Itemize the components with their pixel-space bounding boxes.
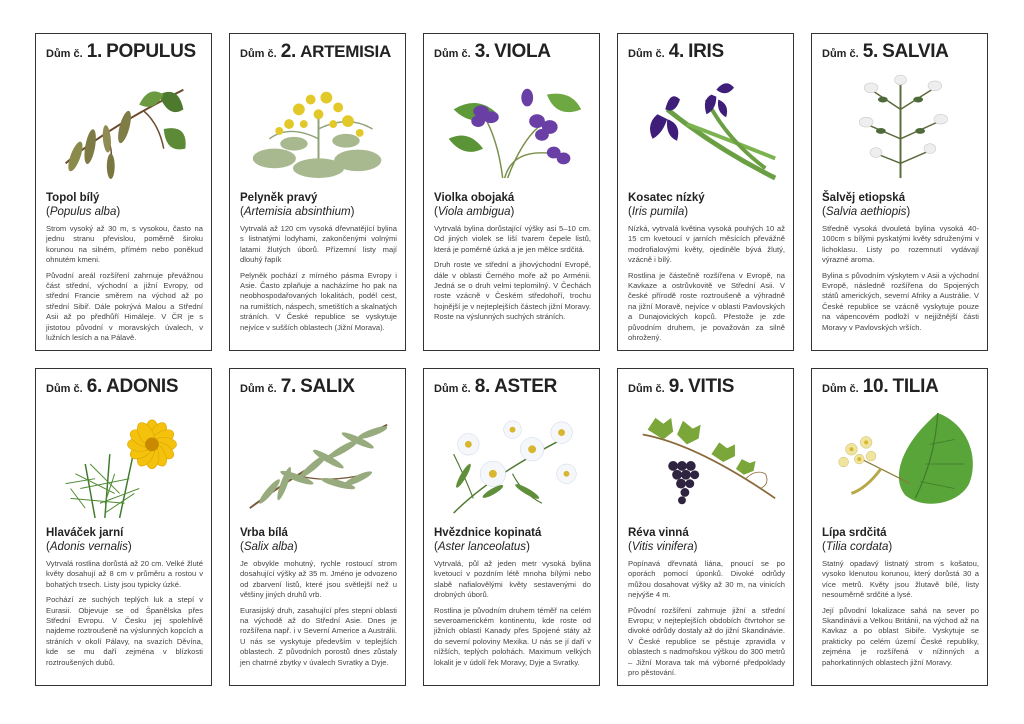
card-title bbox=[240, 41, 397, 67]
aster-flower-icon bbox=[434, 404, 591, 522]
description-paragraph: Strom vysoký až 30 m, s vysokou, často na jednu stranu převislou, poměrně široku korunou na silném, přímém nebo poněkud ohnutém kmeni. bbox=[46, 224, 203, 265]
card-viola bbox=[423, 33, 600, 351]
description-paragraph: Popínavá dřevnatá liána, pnoucí se po oporách pomocí úponků. Divoké odrůdy můžou dosahovat výšky až 30 m, na vinicích nejvýše 4 m. bbox=[628, 559, 785, 600]
latin-name: (Tilia cordata) bbox=[822, 541, 893, 553]
distribution-paragraph: Rostlina je částečně rozšířena v Evropě, na Kavkaze a ostrůvkovitě ve Střední Asii. V české přírodě roste roztroušeně a výhradně na jižní Moravě, nejvíce v oblasti Pavlovských a Dunajovických kopců. Přestože je zde původním druhem, je považován za silně ohrožený. bbox=[628, 270, 785, 343]
distribution-paragraph: Eurasijský druh, zasahující přes stepní oblasti na východě až do Střední Asie. Dnes je rozšířena např. i v Severní Americe a Austrálii. U nás se vyskytuje především v teplejších oblastech. Z původních porostů dnes zůstaly jen chatrné zbytky v úvalech Svratky a Dyje. bbox=[240, 605, 397, 667]
latin-name: (Vitis vinifera) bbox=[628, 541, 698, 553]
card-adonis bbox=[35, 368, 212, 686]
plant-genus: ARTEMISIA bbox=[300, 42, 391, 61]
card-salvia bbox=[811, 33, 988, 351]
house-number: 8. bbox=[474, 376, 491, 397]
plant-genus: SALIX bbox=[300, 376, 355, 397]
plant-genus: TILIA bbox=[892, 376, 939, 397]
card-tilia bbox=[811, 368, 988, 686]
house-number: 6. bbox=[86, 376, 103, 397]
description-paragraph: Středně vysoká dvouletá bylina vysoká 40-100cm s bílými pyskatými květy sdruženými v lichoklasu. Listy po rozemnutí vydávají výrazné aroma. bbox=[822, 224, 979, 265]
description-paragraph: Je obvykle mohutný, rychle rostoucí strom dosahující výšky až 35 m. Jméno je odvozeno od zbarvení listů, které jsou světlejší než u většiny jiných druhů vrb. bbox=[240, 559, 397, 600]
house-label: Dům č. bbox=[628, 48, 665, 60]
house-number: 7. bbox=[280, 376, 297, 397]
card-salix bbox=[229, 368, 406, 686]
card-title bbox=[240, 376, 397, 402]
description-paragraph: Nízká, vytrvalá květina vysoká pouhých 10 až 15 cm kvetoucí v jarních měsících převážně modrofialovými květy, ojediněle bývá žlutý, vzácně i bílý. bbox=[628, 224, 785, 265]
plant-genus: IRIS bbox=[688, 41, 724, 62]
common-name: Réva vinná bbox=[628, 527, 689, 539]
card-title bbox=[46, 41, 203, 67]
latin-name: (Salix alba) bbox=[240, 541, 298, 553]
common-name: Kosatec nízký bbox=[628, 192, 705, 204]
house-number: 2. bbox=[280, 41, 297, 62]
description-paragraph: Vytrvalá bylina dorůstající výšky asi 5–10 cm. Od jiných violek se liší tvarem čepele listů, která je poměrně úzká a je jen mělce srdčitá. bbox=[434, 224, 591, 254]
latin-name: (Aster lanceolatus) bbox=[434, 541, 530, 553]
card-vitis bbox=[617, 368, 794, 686]
house-label: Dům č. bbox=[822, 48, 859, 60]
distribution-paragraph: Pochází ze suchých teplých luk a stepí v Eurasii. Objevuje se od Španělska přes Střední Evropu. V Česku jej spolehlivě najdeme roztroušeně na výslunných kopcích a stráních v okolí Pálavy, na svazích Děvína, kde se mu daří zejména v blízkosti roztroušených dubů. bbox=[46, 595, 203, 667]
common-name: Vrba bílá bbox=[240, 527, 288, 539]
card-title bbox=[434, 376, 591, 402]
distribution-paragraph: Rostlina je původním druhem téměř na celém severoamerickém kontinentu, kde roste od jižních oblastí Kanady přes Spojené státy až do severní poloviny Mexika. U nás se jí daří v nížších, teplých polohách. Maximum velkých lokalit je v údolí řek Moravy, Dyje a Svratky. bbox=[434, 605, 591, 667]
distribution-paragraph: Pelyněk pochází z mírného pásma Evropy i Asie. Často zplaňuje a nacházíme ho pak na neobhospodařovaných lokalitách, podél cest, na rumištích, náspech, smetištích a skalnatých stráních. V České republice se vyskytuje nejvíce v sušších oblastech (Jižní Morava). bbox=[240, 270, 398, 332]
card-artemisia bbox=[229, 33, 406, 351]
grapevine-icon bbox=[628, 404, 785, 522]
card-title bbox=[628, 41, 785, 67]
house-number: 3. bbox=[474, 41, 491, 62]
house-label: Dům č. bbox=[240, 48, 277, 60]
latin-name: (Iris pumila) bbox=[628, 206, 689, 218]
distribution-paragraph: Původní rozšíření zahrnuje jižní a střední Evropu; v nejteplejších obdobích čtvrtohor se divoké odrůdy dostaly až do jižní Skandinávie. V České republice se pěstuje zpravidla v oblastech s nadmořskou výškou do 300 metrů – Jižní Morava tak má výborné předpoklady pro pěstování. bbox=[628, 605, 785, 678]
card-title bbox=[628, 376, 785, 402]
house-number: 10. bbox=[862, 376, 889, 397]
card-populus bbox=[35, 33, 212, 351]
sage-flower-icon bbox=[822, 69, 979, 187]
card-title bbox=[46, 376, 203, 402]
common-name: Šalvěj etiopská bbox=[822, 192, 906, 204]
latin-name: (Viola ambigua) bbox=[434, 206, 515, 218]
common-name: Hlaváček jarní bbox=[46, 527, 124, 539]
common-name: Pelyněk pravý bbox=[240, 192, 318, 204]
latin-name: (Populus alba) bbox=[46, 206, 121, 218]
plant-genus: VITIS bbox=[688, 376, 735, 397]
house-label: Dům č. bbox=[46, 383, 83, 395]
house-label: Dům č. bbox=[434, 48, 471, 60]
plant-genus: ADONIS bbox=[106, 376, 179, 397]
description-paragraph: Vytrvalá až 120 cm vysoká dřevnatějící bylina s listnatými lodyhami, zakončenými volnými latami žlutých úborů. Přízemní listy mají dlouhý řapík bbox=[240, 224, 397, 265]
distribution-paragraph: Druh roste ve střední a jihovýchodní Evropě, dále v oblasti Černého moře až po Arménii. Jedná se o druh velmi teplomilný. V Čechách roste vzácně v Českém středohoří, trochu hojnější je v nejteplejších částech jižní Moravy. Roste na výslunných suchých stráních. bbox=[434, 260, 591, 322]
linden-leaf-icon bbox=[822, 404, 979, 522]
house-label: Dům č. bbox=[46, 48, 83, 60]
wormwood-icon bbox=[240, 69, 397, 187]
violet-flower-icon bbox=[434, 69, 591, 187]
distribution-paragraph: Bylina s původním výskytem v Asii a východní Evropě, následně rozšířena do Spojených států amerických, severní Afriky a Austrálie. V České republice se vzácně vyskytuje pouze na vápencovém podloží v nejjižnější části Moravy v Pavlovských vrších. bbox=[822, 270, 979, 332]
plant-genus: POPULUS bbox=[106, 41, 196, 62]
card-title bbox=[434, 41, 591, 67]
common-name: Violka obojaká bbox=[434, 192, 515, 204]
plant-genus: ASTER bbox=[494, 376, 558, 397]
house-label: Dům č. bbox=[240, 383, 277, 395]
distribution-paragraph: Původní areál rozšíření zahrnuje převážnou část střední, východní a jižní Evropy, od střední Francie směrem na východ až po střední Sibiř. Dále pokrývá Malou a Střední Asii až po předhůří Himáleje. V ČR je s jistotou původní v moravských úvalech, v lužních lesích a na Pálavě. bbox=[46, 270, 203, 343]
latin-name: (Salvia aethiopis) bbox=[822, 206, 911, 218]
house-number: 9. bbox=[668, 376, 685, 397]
willow-branch-icon bbox=[240, 404, 397, 522]
distribution-paragraph: Její původní lokalizace sahá na sever po Skandinávii a Velkou Británii, na východ až na Kavkaz a po oblast Sibiře. Vyskytuje se prakticky po celém území České republiky, zejména je rozšířená v nížinných a pahorkatinných oblastech jižní Moravy. bbox=[822, 605, 979, 667]
iris-flower-icon bbox=[628, 69, 785, 187]
card-iris bbox=[617, 33, 794, 351]
latin-name: (Artemisia absinthium) bbox=[240, 206, 355, 218]
common-name: Lípa srdčitá bbox=[822, 527, 887, 539]
common-name: Topol bílý bbox=[46, 192, 100, 204]
house-label: Dům č. bbox=[822, 383, 859, 395]
house-number: 4. bbox=[668, 41, 685, 62]
common-name: Hvězdnice kopinatá bbox=[434, 527, 542, 539]
description-paragraph: Vytrvalá, půl až jeden metr vysoká bylina kvetoucí v pozdním létě mnoha bílými nebo slabě nafialovělými květy sestavenými do drobných úborů. bbox=[434, 559, 591, 600]
house-label: Dům č. bbox=[628, 383, 665, 395]
description-paragraph: Statný opadavý listnatý strom s košatou, vysoko klenutou korunou, který dorůstá 30 a více metrů. Květy jsou žlutavě bílé, listy nesouměrně srdčité a lysé. bbox=[822, 559, 979, 600]
plant-genus: SALVIA bbox=[882, 41, 949, 62]
adonis-flower-icon bbox=[46, 404, 203, 522]
description-paragraph: Vytrvalá rostlina dorůstá až 20 cm. Velké žluté květy dosahují až 8 cm v průměru a rostou v bohatých trsech. Listy jsou typicky úzké. bbox=[46, 559, 203, 589]
latin-name: (Adonis vernalis) bbox=[46, 541, 132, 553]
card-title bbox=[822, 41, 979, 67]
house-label: Dům č. bbox=[434, 383, 471, 395]
card-aster bbox=[423, 368, 600, 686]
plant-genus: VIOLA bbox=[494, 41, 551, 62]
house-number: 1. bbox=[86, 41, 103, 62]
house-number: 5. bbox=[862, 41, 879, 62]
poplar-branch-icon bbox=[46, 69, 203, 187]
card-title bbox=[822, 376, 979, 402]
